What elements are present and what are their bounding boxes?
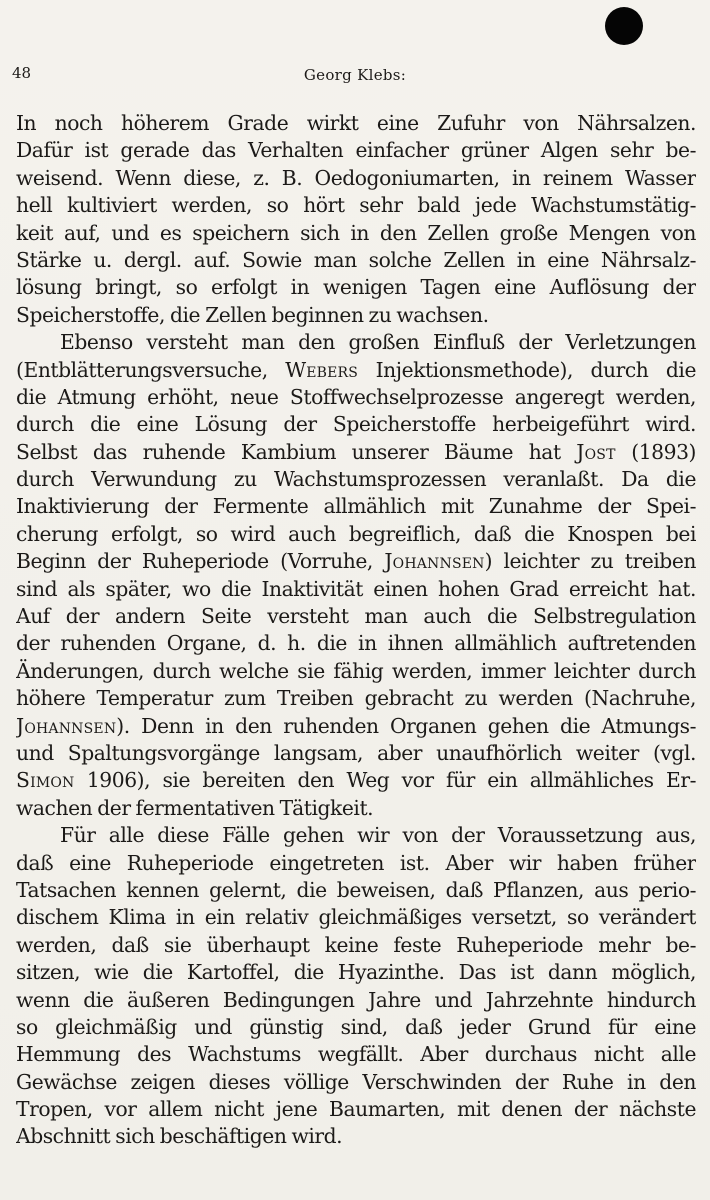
running-head: Georg Klebs: <box>303 66 407 84</box>
body-text <box>16 110 696 1151</box>
text-line: hell kultiviert werden, so hört sehr bald jede Wachstumstätig- <box>16 193 696 218</box>
text-line: daß eine Ruheperiode eingetreten ist. Aber wir haben früher <box>16 850 696 875</box>
author-name: Webers <box>285 357 359 382</box>
text-line: keit auf, und es speichern sich in den Zellen große Mengen von <box>16 220 696 245</box>
text-line: sitzen, wie die Kartoffel, die Hyazinthe. Das ist dann möglich, <box>16 960 696 985</box>
text-line <box>16 439 696 466</box>
text-line: wachen der fermentativen Tätigkeit. <box>16 795 374 820</box>
author-name: Johannsen <box>384 549 485 574</box>
text-line: so gleichmäßig und günstig sind, daß jeder Grund für eine <box>16 1014 696 1039</box>
text-line: Tatsachen kennen gelernt, die beweisen, daß Pflanzen, aus perio- <box>16 877 696 902</box>
text-run: Selbst das ruhende Kambium unserer Bäume hat <box>16 439 577 464</box>
text-line: Gewächse zeigen dieses völlige Verschwinden der Ruhe in den <box>16 1069 696 1094</box>
text-line: wenn die äußeren Bedingungen Jahre und Jahrzehnte hindurch <box>16 987 696 1012</box>
text-run: (1893) <box>615 439 696 464</box>
text-line: Hemmung des Wachstums wegfällt. Aber durchaus nicht alle <box>16 1042 696 1067</box>
text-line: Tropen, vor allem nicht jene Baumarten, mit denen der nächste <box>16 1097 696 1122</box>
text-line: Dafür ist gerade das Verhalten einfacher grüner Algen sehr be- <box>16 138 696 163</box>
text-line: Inaktivierung der Fermente allmählich mit Zunahme der Spei- <box>16 494 696 519</box>
text-line: sind als später, wo die Inaktivität einen hohen Grad erreicht hat. <box>16 576 696 601</box>
text-run: ) leichter zu treiben <box>484 549 696 574</box>
text-run: 1906), sie bereiten den Weg vor für ein allmähliches Er- <box>74 768 696 793</box>
text-line: werden, daß sie überhaupt keine feste Ruheperiode mehr be- <box>16 932 696 957</box>
author-name: Simon <box>16 768 75 793</box>
text-line <box>16 713 696 740</box>
text-line: Abschnitt sich beschäftigen wird. <box>16 1124 343 1149</box>
text-line: In noch höherem Grade wirkt eine Zufuhr von Nährsalzen. <box>16 111 696 135</box>
text-line: die Atmung erhöht, neue Stoffwechselprozesse angeregt werden, <box>16 384 696 409</box>
text-line: durch die eine Lösung der Speicherstoffe herbeigeführt wird. <box>16 412 696 437</box>
text-line <box>16 767 696 794</box>
text-line: Stärke u. dergl. auf. Sowie man solche Zellen in eine Nährsalz- <box>16 247 696 272</box>
ink-blot <box>605 7 643 45</box>
author-name: Jost <box>576 439 616 464</box>
text-line: Für alle diese Fälle gehen wir von der Voraussetzung aus, <box>60 823 696 848</box>
text-line: weisend. Wenn diese, z. B. Oedogoniumarten, in reinem Wasser <box>16 165 696 190</box>
page-header <box>12 64 698 86</box>
text-line: Speicherstoffe, die Zellen beginnen zu wachsen. <box>16 302 489 327</box>
author-name: Johannsen <box>16 713 117 738</box>
text-line: der ruhenden Organe, d. h. die in ihnen allmählich auftretenden <box>16 631 696 656</box>
text-run: Beginn der Ruheperiode (Vorruhe, <box>16 549 385 574</box>
text-line: lösung bringt, so erfolgt in wenigen Tagen eine Auflösung der <box>16 275 696 300</box>
text-line: durch Verwundung zu Wachstumsprozessen veranlaßt. Da die <box>16 467 696 492</box>
text-line: höhere Temperatur zum Treiben gebracht zu werden (Nachruhe, <box>16 686 696 711</box>
text-line: cherung erfolgt, so wird auch begreiflich, daß die Knospen bei <box>16 521 696 546</box>
text-line: Auf der andern Seite versteht man auch die Selbstregulation <box>16 604 696 629</box>
text-line: und Spaltungsvorgänge langsam, aber unaufhörlich weiter (vgl. <box>16 740 696 765</box>
page-number: 48 <box>12 64 32 82</box>
text-line <box>16 548 696 575</box>
text-run: Injektionsmethode), durch die <box>358 357 696 382</box>
text-line: dischem Klima in ein relativ gleichmäßiges versetzt, so verändert <box>16 905 696 930</box>
text-run: ). Denn in den ruhenden Organen gehen die Atmungs- <box>116 713 696 738</box>
text-line <box>16 357 696 384</box>
text-run: (Entblätterungsversuche, <box>16 357 286 382</box>
text-line: Ebenso versteht man den großen Einfluß der Verletzungen <box>60 330 696 355</box>
text-line: Änderungen, durch welche sie fähig werden, immer leichter durch <box>16 658 696 683</box>
